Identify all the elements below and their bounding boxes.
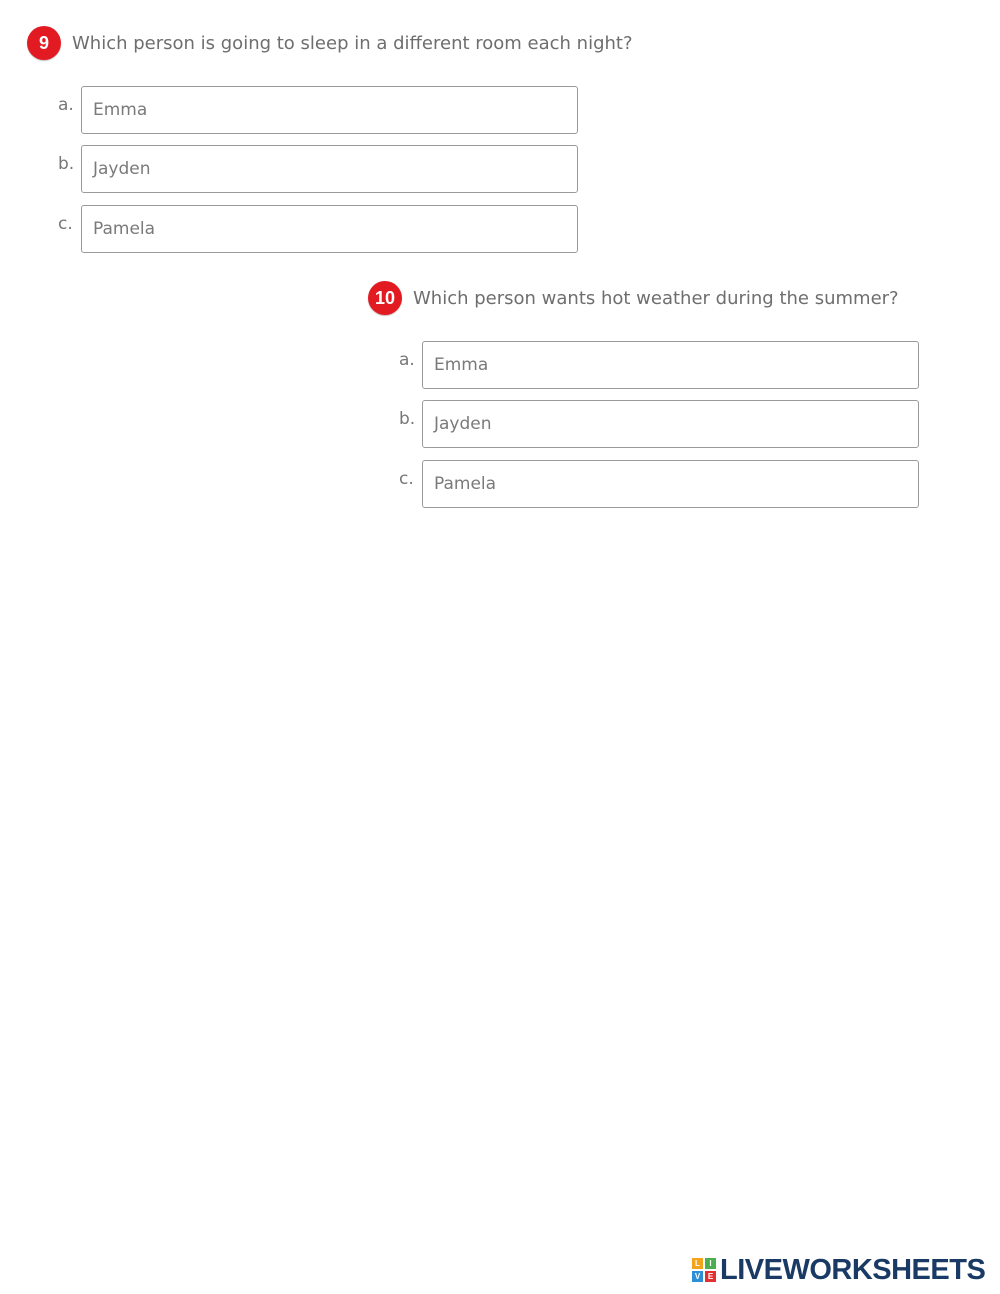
option-a[interactable] [368,341,928,391]
logo-tile: L [692,1258,703,1269]
option-text: Jayden [434,414,492,434]
option-label: b. [399,409,416,429]
option-b[interactable] [368,400,928,450]
option-text: Pamela [93,219,156,239]
option-box[interactable] [422,460,919,508]
logo-tiles-icon [692,1258,716,1282]
option-box[interactable] [422,400,919,448]
option-box[interactable] [422,341,919,389]
option-text: Jayden [93,159,151,179]
question-header [27,26,633,62]
logo-tile: V [692,1271,703,1282]
option-label: b. [58,154,75,174]
logo-text: LIVEWORKSHEETS [720,1253,986,1286]
option-c[interactable] [27,205,587,255]
option-label: c. [399,469,414,489]
option-text: Pamela [434,474,497,494]
option-c[interactable] [368,460,928,510]
logo-tile: I [705,1258,716,1269]
question-text: Which person wants hot weather during the summer? [413,288,899,309]
question-number-badge: 9 [27,26,61,60]
question-header [368,281,968,317]
question-text: Which person is going to sleep in a different room each night? [72,33,633,54]
option-label: a. [399,350,415,370]
option-box[interactable] [81,205,578,253]
question-9 [27,26,633,239]
option-box[interactable] [81,145,578,193]
logo-tile: E [705,1271,716,1282]
option-label: c. [58,214,73,234]
option-a[interactable] [27,86,587,136]
option-text: Emma [434,355,489,375]
option-text: Emma [93,100,148,120]
option-box[interactable] [81,86,578,134]
question-10 [368,281,968,494]
option-b[interactable] [27,145,587,195]
question-number-badge: 10 [368,281,402,315]
option-label: a. [58,95,74,115]
liveworksheets-logo [692,1253,985,1287]
